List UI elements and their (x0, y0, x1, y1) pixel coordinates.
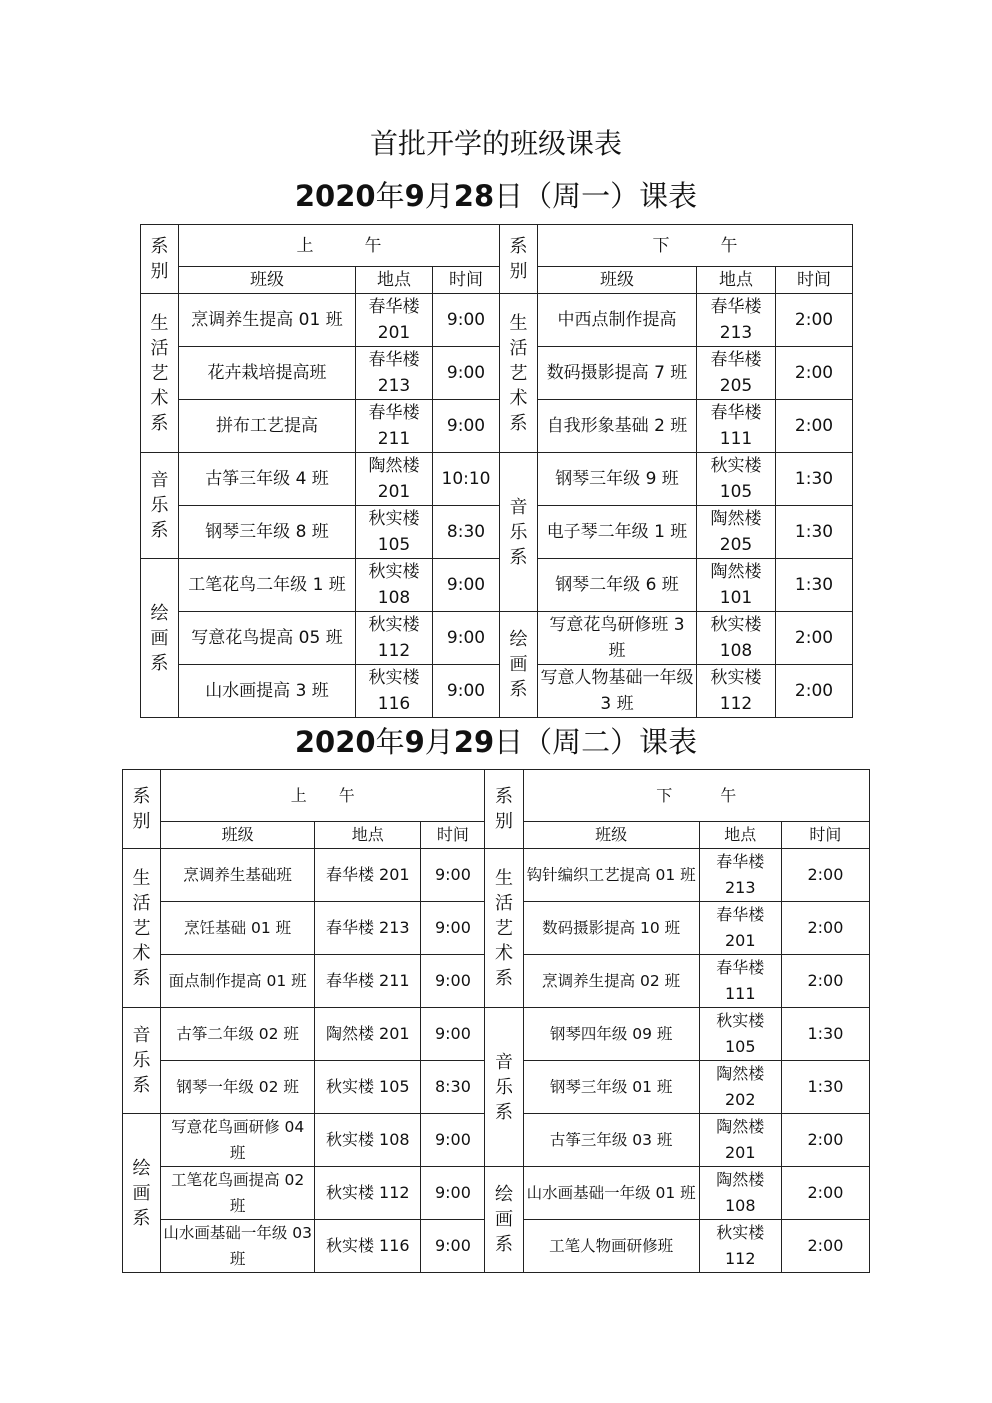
header-dept-pm (500, 225, 538, 294)
header-class-pm: 班级 (523, 822, 699, 849)
class-name-pm: 写意人物基础一年级 3 班 (538, 665, 697, 718)
table-row (141, 453, 853, 506)
location-am: 秋实楼 116 (315, 1220, 421, 1273)
table-row (141, 294, 853, 347)
class-name-am: 古筝二年级 02 班 (161, 1008, 315, 1061)
department-am (141, 294, 179, 453)
class-name-pm: 数码摄影提高 7 班 (538, 347, 697, 400)
location-pm: 春华楼 205 (697, 347, 776, 400)
department-pm (500, 453, 538, 612)
department-name: 绘画系 (132, 1157, 151, 1229)
department-am (141, 453, 179, 559)
location-pm: 秋实楼 112 (697, 665, 776, 718)
location-am: 秋实楼 112 (356, 612, 433, 665)
header-dept-label: 系别 (494, 786, 513, 832)
department-name: 音乐系 (494, 1051, 513, 1123)
header-afternoon: 下 午 (523, 770, 870, 822)
table-row (141, 506, 853, 559)
time-am: 9:00 (421, 1008, 485, 1061)
location-am: 秋实楼 108 (315, 1114, 421, 1167)
header-place-pm: 地点 (699, 822, 781, 849)
time-pm: 2:00 (776, 294, 853, 347)
time-am: 9:00 (433, 612, 500, 665)
header-morning: 上 午 (179, 225, 500, 267)
time-am: 9:00 (433, 400, 500, 453)
department-am (123, 1008, 161, 1114)
department-name: 绘画系 (494, 1184, 513, 1255)
location-pm: 秋实楼 108 (697, 612, 776, 665)
class-name-pm: 钢琴三年级 9 班 (538, 453, 697, 506)
location-am: 秋实楼 108 (356, 559, 433, 612)
department-name: 音乐系 (132, 1025, 151, 1096)
header-class-am: 班级 (179, 267, 356, 294)
location-pm: 秋实楼 112 (699, 1220, 781, 1273)
time-am: 8:30 (433, 506, 500, 559)
location-am: 陶然楼 201 (315, 1008, 421, 1061)
header-dept-label: 系别 (509, 236, 528, 282)
time-am: 9:00 (421, 955, 485, 1008)
class-name-pm: 写意花鸟研修班 3 班 (538, 612, 697, 665)
time-am: 9:00 (421, 1167, 485, 1220)
header-place-am: 地点 (315, 822, 421, 849)
header-dept-am (141, 225, 179, 294)
time-pm: 2:00 (781, 955, 869, 1008)
department-am (123, 1114, 161, 1273)
time-pm: 2:00 (776, 400, 853, 453)
location-pm: 陶然楼 101 (697, 559, 776, 612)
class-name-pm: 工笔人物画研修班 (523, 1220, 699, 1273)
time-pm: 2:00 (776, 347, 853, 400)
location-pm: 陶然楼 205 (697, 506, 776, 559)
header-time-am: 时间 (421, 822, 485, 849)
time-pm: 1:30 (781, 1061, 869, 1114)
class-name-pm: 电子琴二年级 1 班 (538, 506, 697, 559)
location-am: 春华楼 213 (315, 902, 421, 955)
time-am: 9:00 (421, 1114, 485, 1167)
class-name-am: 钢琴一年级 02 班 (161, 1061, 315, 1114)
department-am (141, 559, 179, 718)
table-row (141, 347, 853, 400)
table-row (141, 400, 853, 453)
time-am: 9:00 (421, 902, 485, 955)
header-place-pm: 地点 (697, 267, 776, 294)
department-pm (500, 612, 538, 718)
time-am: 9:00 (433, 665, 500, 718)
department-name: 绘画系 (509, 629, 528, 700)
class-name-am: 山水画基础一年级 03 班 (161, 1220, 315, 1273)
table-row (141, 612, 853, 665)
location-pm: 春华楼 111 (697, 400, 776, 453)
class-name-am: 山水画提高 3 班 (179, 665, 356, 718)
class-name-am: 烹调养生基础班 (161, 849, 315, 902)
header-time-pm: 时间 (776, 267, 853, 294)
location-am: 秋实楼 105 (315, 1061, 421, 1114)
class-name-am: 花卉栽培提高班 (179, 347, 356, 400)
table-row (123, 849, 870, 902)
location-pm: 春华楼 111 (699, 955, 781, 1008)
class-name-pm: 数码摄影提高 10 班 (523, 902, 699, 955)
day1-date: 28 (453, 179, 495, 213)
time-am: 9:00 (421, 1220, 485, 1273)
time-pm: 1:30 (776, 506, 853, 559)
time-pm: 2:00 (781, 849, 869, 902)
table-row (141, 665, 853, 718)
location-pm: 春华楼 213 (699, 849, 781, 902)
class-name-pm: 钩针编织工艺提高 01 班 (523, 849, 699, 902)
department-name: 生活艺术系 (150, 312, 169, 434)
location-am: 陶然楼 201 (356, 453, 433, 506)
header-time-am: 时间 (433, 267, 500, 294)
time-pm: 1:30 (776, 453, 853, 506)
class-name-pm: 钢琴二年级 6 班 (538, 559, 697, 612)
time-pm: 2:00 (781, 1114, 869, 1167)
table-row (141, 559, 853, 612)
time-pm: 1:30 (776, 559, 853, 612)
header-time-pm: 时间 (781, 822, 869, 849)
location-am: 春华楼 213 (356, 347, 433, 400)
class-name-am: 工笔花鸟二年级 1 班 (179, 559, 356, 612)
department-pm (485, 1167, 523, 1273)
class-name-am: 拼布工艺提高 (179, 400, 356, 453)
day2-schedule-table (122, 769, 870, 1273)
department-pm (485, 1008, 523, 1167)
class-name-pm: 烹调养生提高 02 班 (523, 955, 699, 1008)
location-am: 春华楼 211 (315, 955, 421, 1008)
location-pm: 秋实楼 105 (697, 453, 776, 506)
time-am: 9:00 (433, 559, 500, 612)
header-dept-pm (485, 770, 523, 849)
class-name-am: 工笔花鸟画提高 02 班 (161, 1167, 315, 1220)
class-name-pm: 中西点制作提高 (538, 294, 697, 347)
day1-year: 2020 (294, 179, 376, 213)
header-place-am: 地点 (356, 267, 433, 294)
header-dept-label: 系别 (150, 236, 169, 282)
department-name: 生活艺术系 (494, 867, 513, 989)
location-am: 春华楼 201 (356, 294, 433, 347)
class-name-am: 写意花鸟提高 05 班 (179, 612, 356, 665)
class-name-pm: 钢琴四年级 09 班 (523, 1008, 699, 1061)
location-am: 秋实楼 116 (356, 665, 433, 718)
location-am: 秋实楼 105 (356, 506, 433, 559)
header-class-pm: 班级 (538, 267, 697, 294)
day2-heading: 2020年9月29日（周二）课表 (294, 725, 698, 759)
time-am: 8:30 (421, 1061, 485, 1114)
location-pm: 陶然楼 108 (699, 1167, 781, 1220)
department-pm (485, 849, 523, 1008)
location-pm: 陶然楼 201 (699, 1114, 781, 1167)
time-am: 9:00 (433, 347, 500, 400)
time-am: 9:00 (433, 294, 500, 347)
day2-year: 2020 (294, 725, 376, 759)
class-name-pm: 山水画基础一年级 01 班 (523, 1167, 699, 1220)
department-name: 生活艺术系 (132, 867, 151, 989)
location-pm: 秋实楼 105 (699, 1008, 781, 1061)
time-pm: 2:00 (776, 612, 853, 665)
time-pm: 2:00 (781, 1167, 869, 1220)
class-name-pm: 古筝三年级 03 班 (523, 1114, 699, 1167)
table-row (123, 1008, 870, 1061)
document-title: 首批开学的班级课表 (369, 127, 622, 160)
time-am: 10:10 (433, 453, 500, 506)
class-name-am: 烹调养生提高 01 班 (179, 294, 356, 347)
location-am: 秋实楼 112 (315, 1167, 421, 1220)
location-am: 春华楼 201 (315, 849, 421, 902)
location-pm: 陶然楼 202 (699, 1061, 781, 1114)
header-class-am: 班级 (161, 822, 315, 849)
header-morning: 上 午 (161, 770, 485, 822)
time-pm: 2:00 (776, 665, 853, 718)
header-dept-am (123, 770, 161, 849)
department-name: 绘画系 (150, 602, 169, 674)
time-pm: 1:30 (781, 1008, 869, 1061)
header-afternoon: 下 午 (538, 225, 853, 267)
department-name: 音乐系 (150, 470, 169, 541)
location-am: 春华楼 211 (356, 400, 433, 453)
department-pm (500, 294, 538, 453)
class-name-pm: 自我形象基础 2 班 (538, 400, 697, 453)
day2-date: 29 (453, 725, 495, 759)
time-am: 9:00 (421, 849, 485, 902)
location-pm: 春华楼 213 (697, 294, 776, 347)
department-name: 音乐系 (509, 496, 528, 568)
location-pm: 春华楼 201 (699, 902, 781, 955)
day1-schedule-table (140, 224, 853, 718)
day1-heading: 2020年9月28日（周一）课表 (294, 179, 698, 213)
department-am (123, 849, 161, 1008)
class-name-am: 烹饪基础 01 班 (161, 902, 315, 955)
department-name: 生活艺术系 (509, 312, 528, 434)
class-name-am: 面点制作提高 01 班 (161, 955, 315, 1008)
class-name-pm: 钢琴三年级 01 班 (523, 1061, 699, 1114)
class-name-am: 钢琴三年级 8 班 (179, 506, 356, 559)
day1-month: 9 (404, 179, 425, 213)
time-pm: 2:00 (781, 902, 869, 955)
header-dept-label: 系别 (132, 786, 151, 832)
time-pm: 2:00 (781, 1220, 869, 1273)
day2-month: 9 (404, 725, 425, 759)
table-row (123, 1167, 870, 1220)
class-name-am: 写意花鸟画研修 04 班 (161, 1114, 315, 1167)
class-name-am: 古筝三年级 4 班 (179, 453, 356, 506)
